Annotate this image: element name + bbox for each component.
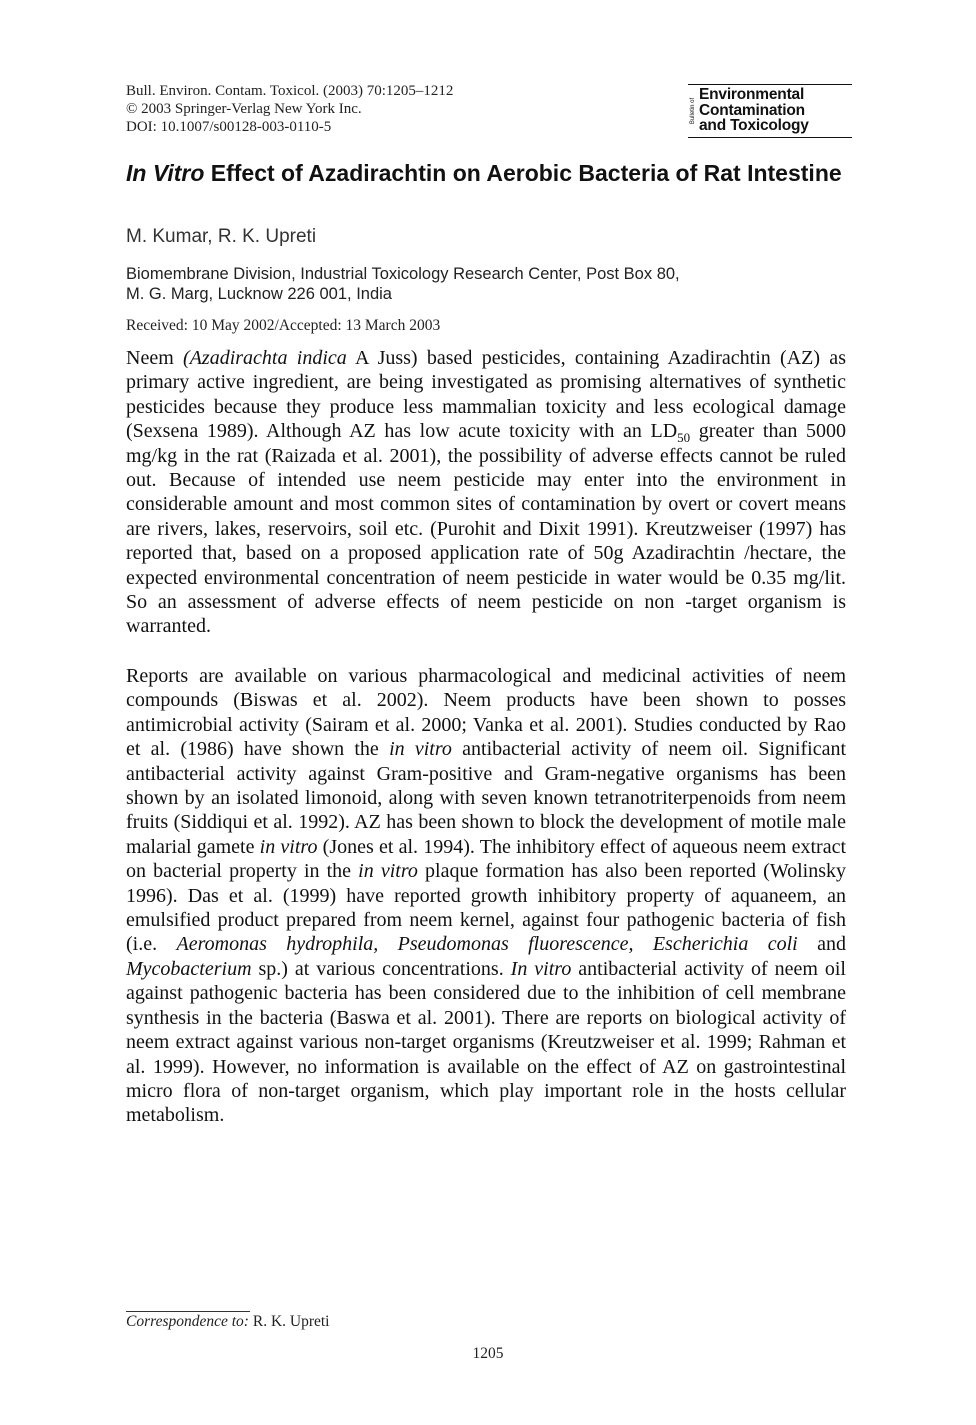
page-number: 1205 bbox=[472, 1345, 504, 1362]
correspondence-footnote bbox=[126, 1313, 330, 1331]
journal-logo-bulletin: Bulletin of bbox=[690, 97, 696, 125]
text-run: plaque formation has also been reported (Wolinsky 1996). Das et al. (1999) have reported growth inhibitory property of aquaneem, an emulsified product prepared from neem kernel, against four pathogenic bacteria of fish (i.e. bbox=[126, 860, 846, 956]
text-run: antibacterial activity of neem oil. Significant antibacterial activity against Gram-positive and Gram-negative organisms has been shown by an isolated limonoid, along with seven known tetranotriterpenoids from neem fruits (Siddiqui et al. 1992). AZ has been shown to block the development of motile male malarial gamete bbox=[126, 738, 847, 858]
correspondence-label: Correspondence to: bbox=[126, 1313, 249, 1330]
journal-logo-line: Environmental bbox=[699, 86, 805, 103]
correspondence-name: R. K. Upreti bbox=[248, 1313, 330, 1330]
journal-logo-name bbox=[699, 87, 809, 134]
text-run: Reports are available on various pharmacological and medicinal activities of neem compounds (Biswas et al. 2002). Neem products have been shown to posses antimicrobial activity (Sairam et al. 2000; Vanka et al. 2001). Studies conducted by Rao et al. (1986) have shown the bbox=[126, 665, 846, 761]
text-run: (Jones et al. 1994). The inhibitory effect of aqueous neem extract on bacterial property in the bbox=[126, 835, 846, 883]
received-dates: Received: 10 May 2002/Accepted: 13 March 2003 bbox=[126, 317, 441, 334]
journal-logo bbox=[688, 84, 852, 138]
italic-text: in vitro bbox=[389, 738, 452, 761]
italic-text: Aeromonas hydrophila, Pseudomonas fluorescence, Escherichia coli bbox=[176, 933, 798, 956]
italic-text: (Azadirachta indica bbox=[183, 347, 347, 369]
authors: M. Kumar, R. K. Upreti bbox=[126, 226, 317, 247]
italic-text: in vitro bbox=[259, 835, 318, 858]
affiliation-line: M. G. Marg, Lucknow 226 001, India bbox=[126, 284, 392, 303]
text-run: sp.) at various concentrations. bbox=[251, 957, 511, 980]
italic-text: In vitro bbox=[510, 957, 572, 980]
affiliation-line: Biomembrane Division, Industrial Toxicology Research Center, Post Box 80, bbox=[126, 265, 680, 283]
citation-block bbox=[126, 82, 453, 136]
copyright-line: © 2003 Springer-Verlag New York Inc. bbox=[126, 101, 362, 117]
text-run: antibacterial activity of neem oil against pathogenic bacteria has been considered due to the inhibition of cell membrane synthesis in the bacteria (Baswa et al. 2001). There are reports on biological activity of neem extract against various non-target organisms (Kreutzweiser et al. 1999; Rahman et al. 1999). However, no information is available on the effect of AZ on gastrointestinal micro flora of non-target organism, which play important role in the hosts cellular metabolism. bbox=[126, 957, 846, 1127]
subscript-text: 50 bbox=[677, 430, 691, 446]
title-rest: Effect of Azadirachtin on Aerobic Bacteria of Rat Intestine bbox=[204, 160, 842, 186]
citation-line: Bull. Environ. Contam. Toxicol. (2003) 70:1205–1212 bbox=[126, 83, 454, 99]
doi-line: DOI: 10.1007/s00128-003-0110-5 bbox=[126, 119, 332, 135]
text-run: Neem bbox=[126, 347, 184, 369]
title-italic: In Vitro bbox=[126, 160, 205, 186]
footnote-rule bbox=[126, 1311, 250, 1312]
journal-logo-line: and Toxicology bbox=[699, 117, 809, 134]
italic-text: Mycobacterium bbox=[126, 957, 252, 980]
body-paragraph-2 bbox=[126, 664, 846, 1128]
text-run: and bbox=[797, 933, 846, 956]
journal-logo-line: Contamination bbox=[699, 101, 805, 119]
italic-text: in vitro bbox=[358, 860, 418, 883]
body-paragraph-1 bbox=[126, 346, 846, 639]
affiliation bbox=[126, 265, 680, 304]
text-run: A Juss) based pesticides, containing Azadirachtin (AZ) as primary active ingredient, are being investigated as promising alternatives of synthetic pesticides because they produce less mammalian toxicity and less ecological damage (Sexsena 1989). Although AZ has low acute toxicity with an LD bbox=[126, 347, 846, 443]
article-title bbox=[126, 160, 846, 186]
text-run: greater than 5000 mg/kg in the rat (Raizada et al. 2001), the possibility of adverse effects cannot be ruled out. Because of intended use neem pesticide may enter into the environment in considerable amount and most common sites of contamination by overt or covert means are rivers, lakes, reservoirs, soil etc. (Purohit and Dixit 1991). Kreutzweiser (1997) has reported that, based on a proposed application rate of 50g Azadirachtin /hectare, the expected environmental concentration of neem pesticide in water would be 0.35 mg/lit. So an assessment of adverse effects of neem pesticide on non -target organism is warranted. bbox=[126, 420, 846, 638]
